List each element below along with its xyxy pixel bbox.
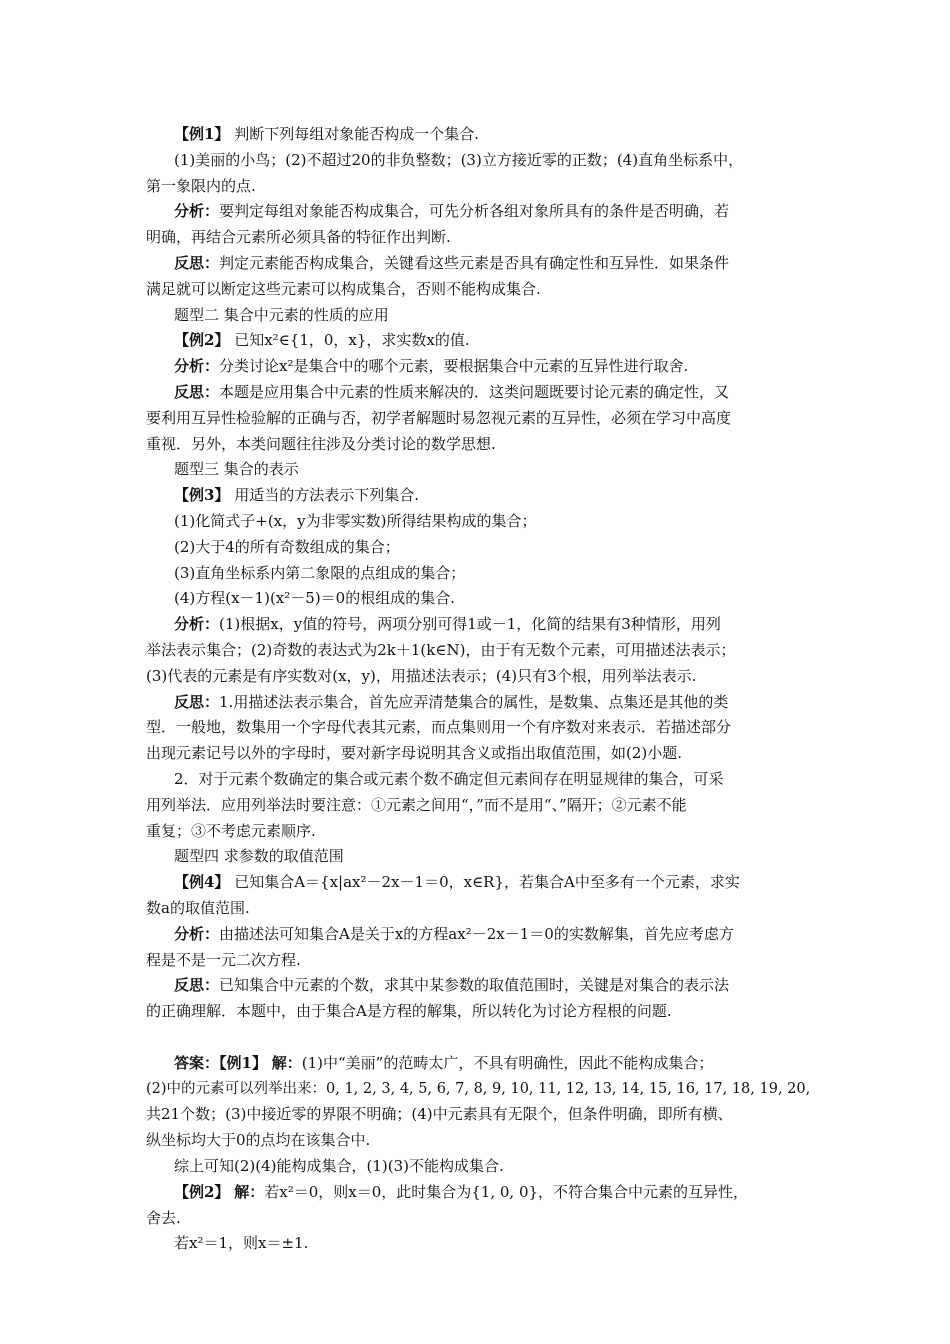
document-page xyxy=(146,122,812,1257)
example-2-reflection-cont-1: 要利用互异性检验解的正确与否，初学者解题时易忽视元素的互异性，必须在学习中高度 xyxy=(146,408,732,427)
reflection-text: 本题是应用集合中元素的性质来解决的．这类问题既要讨论元素的确定性，又 xyxy=(219,382,730,401)
reflection-label: 反思： xyxy=(174,382,220,401)
solve-label: 解： xyxy=(234,1182,265,1201)
answers-example-1 xyxy=(146,1051,812,1077)
answers-example-1-cont-1: (2)中的元素可以列举出来：0, 1, 2, 3, 4, 5, 6, 7, 8, 9, 10, 11, 12, 13, 14, 15, 16, 17, 18, 19, 20, xyxy=(146,1080,811,1097)
example-2-title xyxy=(146,328,812,354)
analysis-text: 分类讨论x²是集合中的哪个元素，要根据集合中元素的互异性进行取舍. xyxy=(219,357,689,376)
answers-example-1-cont-2: 共21个数；(3)中接近零的界限不明确；(4)中元素具有无限个，但条件明确，即所有横、 xyxy=(146,1105,733,1124)
example-3-item-1: (1)化简式子+(x，y为非零实数)所得结果构成的集合； xyxy=(174,511,537,530)
example-3-reflection-cont-1: 型．一般地，数集用一个字母代表其元素，而点集则用一个有序数对来表示．若描述部分 xyxy=(146,718,732,737)
reflection-label: 反思： xyxy=(174,976,220,995)
example-1-items: (1)美丽的小鸟；(2)不超过20的非负整数；(3)立方接近零的正数；(4)直角坐标系中， xyxy=(174,150,744,169)
answers-example-2-cont-2: 若x²＝1，则x＝±1. xyxy=(174,1234,309,1253)
example-2-reflection xyxy=(146,380,812,406)
example-2-reflection-cont-2: 重视．另外，本类问题往往涉及分类讨论的数学思想. xyxy=(146,434,496,453)
example-1-items-cont: 第一象限内的点. xyxy=(146,176,256,195)
example-text: 用适当的方法表示下列集合. xyxy=(234,486,419,505)
example-label: 【例1】 xyxy=(219,1053,267,1072)
answers-example-2 xyxy=(146,1180,812,1206)
answer-text: 若x²＝0，则x＝0，此时集合为{1, 0, 0}，不符合集合中元素的互异性， xyxy=(264,1182,749,1201)
example-3-analysis xyxy=(146,612,812,638)
example-1-analysis-cont: 明确，再结合元素所必须具备的特征作出判断. xyxy=(146,228,451,247)
answers-example-1-conclusion: 综上可知(2)(4)能构成集合，(1)(3)不能构成集合. xyxy=(174,1157,504,1176)
example-3-reflection-cont-3: 用列举法．应用列举法时要注意：①元素之间用“，”而不是用“、”隔开；②元素不能 xyxy=(146,795,687,814)
example-2-analysis xyxy=(146,354,812,380)
reflection-text: 1.用描述法表示集合，首先应弄清楚集合的属性，是数集、点集还是其他的类 xyxy=(219,692,729,711)
example-1-reflection xyxy=(146,251,812,277)
example-3-title xyxy=(146,483,812,509)
example-3-item-2: (2)大于4的所有奇数组成的集合； xyxy=(174,537,400,556)
type-3-heading: 题型三 集合的表示 xyxy=(174,460,299,479)
solve-label: 解： xyxy=(271,1053,302,1072)
analysis-label: 分析： xyxy=(174,357,220,376)
example-3-reflection-cont-2: 出现元素记号以外的字母时，要对新字母说明其含义或指出取值范围，如(2)小题. xyxy=(146,744,683,763)
reflection-text: 判定元素能否构成集合，关键看这些元素是否具有确定性和互异性．如果条件 xyxy=(219,253,730,272)
analysis-label: 分析： xyxy=(174,202,220,221)
example-3-analysis-cont-2: (3)代表的元素是有序实数对(x，y)，用描述法表示；(4)只有3个根，用列举法表示. xyxy=(146,666,697,685)
example-label: 【例2】 xyxy=(174,1182,230,1201)
example-text: 判断下列每组对象能否构成一个集合. xyxy=(234,125,479,143)
example-4-analysis-cont: 程是不是一元二次方程. xyxy=(146,950,301,969)
example-3-reflection-cont-4: 重复；③不考虑元素顺序. xyxy=(146,821,316,840)
example-1-reflection-cont: 满足就可以断定这些元素可以构成集合，否则不能构成集合. xyxy=(146,279,541,298)
section-spacer xyxy=(146,1025,812,1051)
example-3-reflection-point-2: 2．对于元素个数确定的集合或元素个数不确定但元素间存在明显规律的集合，可采 xyxy=(174,769,724,788)
example-4-title xyxy=(146,870,812,896)
answers-example-2-cont-1: 舍去. xyxy=(146,1208,181,1227)
example-3-reflection xyxy=(146,690,812,716)
example-3-analysis-cont-1: 举法表示集合；(2)奇数的表达式为2k＋1(k∈N)，由于有无数个元素，可用描述法表示； xyxy=(146,640,736,659)
type-2-heading: 题型二 集合中元素的性质的应用 xyxy=(174,305,389,324)
example-label: 【例3】 xyxy=(174,486,230,505)
example-label: 【例2】 xyxy=(174,331,230,350)
analysis-label: 分析： xyxy=(174,924,220,943)
analysis-text: 要判定每组对象能否构成集合，可先分析各组对象所具有的条件是否明确，若 xyxy=(219,202,730,221)
example-4-reflection-cont: 的正确理解．本题中，由于集合A是方程的解集，所以转化为讨论方程根的问题. xyxy=(146,1002,672,1021)
example-1-title xyxy=(146,122,812,148)
example-text: 已知x²∈{1，0，x}，求实数x的值. xyxy=(234,331,470,350)
example-text: 已知集合A＝{x|ax²－2x－1＝0，x∈R}，若集合A中至多有一个元素，求实 xyxy=(234,873,740,892)
answer-text: (1)中“美丽”的范畴太广，不具有明确性，因此不能构成集合； xyxy=(301,1053,714,1072)
example-3-item-4: (4)方程(x－1)(x²－5)＝0的根组成的集合. xyxy=(174,589,455,608)
analysis-text: (1)根据x，y值的符号，两项分别可得1或－1，化简的结果有3种情形，用列 xyxy=(219,615,721,634)
type-4-heading: 题型四 求参数的取值范围 xyxy=(174,847,344,866)
example-1-analysis xyxy=(146,199,812,225)
analysis-label: 分析： xyxy=(174,615,220,634)
reflection-text: 已知集合中元素的个数，求其中某参数的取值范围时，关键是对集合的表示法 xyxy=(219,976,730,995)
answers-label: 答案： xyxy=(174,1053,220,1072)
answers-example-1-cont-3: 纵坐标均大于0的点均在该集合中. xyxy=(146,1131,371,1150)
example-label: 【例1】 xyxy=(174,125,230,143)
example-label: 【例4】 xyxy=(174,873,230,892)
analysis-text: 由描述法可知集合A是关于x的方程ax²－2x－1＝0的实数解集，首先应考虑方 xyxy=(219,924,734,943)
reflection-label: 反思： xyxy=(174,692,220,711)
example-3-item-3: (3)直角坐标系内第二象限的点组成的集合； xyxy=(174,563,466,582)
example-4-reflection xyxy=(146,973,812,999)
reflection-label: 反思： xyxy=(174,253,220,272)
example-4-title-cont: 数a的取值范围. xyxy=(146,898,250,917)
example-4-analysis xyxy=(146,922,812,948)
